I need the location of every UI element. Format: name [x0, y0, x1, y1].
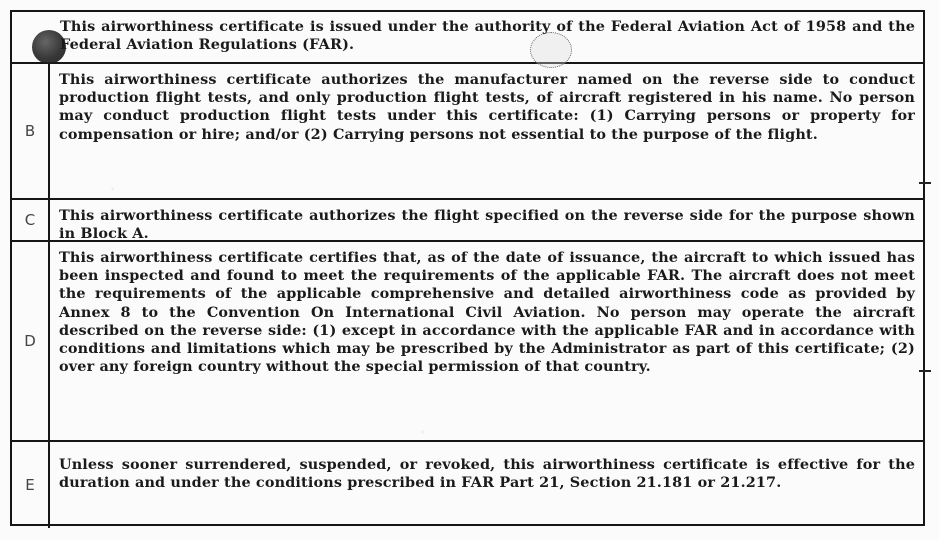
margin-tick-mark [919, 182, 931, 184]
block-b-letter: B [24, 122, 36, 140]
block-b-row [12, 64, 923, 200]
block-c-letter: C [24, 211, 36, 229]
block-d-text: This airworthiness certificate certifies that, as of the date of issuance, the aircraft to which issued has been inspected and found to meet the requirements of the applicable FAR. The aircraft does not meet the requirements of the applicable comprehensive and detailed airworthiness code as provided by Annex 8 to the Convention On International Civil Aviation. No person may operate the aircraft described on the reverse side: (1) except in accordance with the applicable FAR and in accordance with conditions and limitations which may be prescribed by the Administrator as part of this certificate; (2) over any foreign country without the special permission of that country. [59, 249, 915, 376]
block-c-label-cell [12, 200, 50, 240]
block-d-label-cell [12, 242, 50, 440]
certificate-conditions-form [10, 10, 925, 526]
block-b-text: This airworthiness certificate authorizes the manufacturer named on the reverse side to conduct production flight tests, and only production flight tests, of aircraft registered in his name. No person may conduct production flight tests under this certificate: (1) Carrying persons or property for compensation or hire; and/or (2) Carrying persons not essential to the purpose of the flight. [59, 71, 915, 143]
block-b-label-cell [12, 64, 50, 198]
block-d-letter: D [24, 332, 36, 350]
block-a-row [12, 12, 923, 64]
margin-tick-mark [919, 370, 931, 372]
block-e-row [12, 442, 923, 528]
block-e-text: Unless sooner surrendered, suspended, or revoked, this airworthiness certificate is effective for the duration and under the conditions prescribed in FAR Part 21, Section 21.181 or 21.217. [59, 456, 915, 492]
block-d-row [12, 242, 923, 442]
block-c-text: This airworthiness certificate authorizes the flight specified on the reverse side for the purpose shown in Block A. [59, 207, 915, 243]
block-e-letter: E [25, 476, 35, 494]
block-c-row [12, 200, 923, 242]
block-a-text: This airworthiness certificate is issued under the authority of the Federal Aviation Act of 1958 and the Federal Aviation Regulations (FAR). [60, 18, 915, 54]
block-e-label-cell [12, 442, 50, 528]
